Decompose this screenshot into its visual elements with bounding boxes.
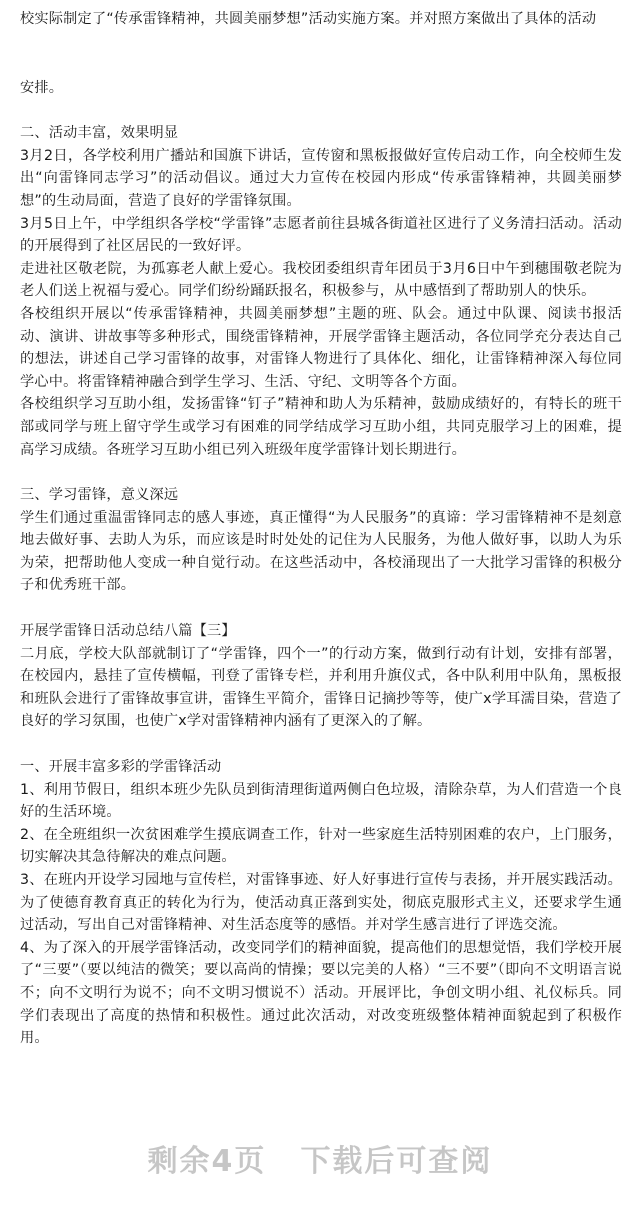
section-heading: 一、开展丰富多彩的学雷锋活动 bbox=[20, 759, 222, 776]
list-item: 2、在全班组织一次贫困难学生摸底调查工作，针对一些家庭生活特别困难的农户，上门服务，切实解决其急待解决的难点问题。 bbox=[20, 826, 622, 866]
paragraph: 二月底，学校大队部就制订了“学雷锋，四个一”的行动方案，做到行动有计划，安排有部署，在校园内，悬挂了宣传横幅，刊登了雷锋专栏，并利用升旗仪式，各中队利用中队角，黑板报和班队会进行了雷锋故事宣讲，雷锋生平简介，雷锋日记摘抄等等，使广x学耳濡目染，营造了良好的学习氛围，也使广x学对雷锋精神内涵有了更深入的了解。 bbox=[20, 645, 622, 730]
paragraph: 3月5日上午，中学组织各学校“学雷锋”志愿者前往县城各街道社区进行了义务清扫活动。活动的开展得到了社区居民的一致好评。 bbox=[20, 215, 622, 255]
list-item: 4、为了深入的开展学雷锋活动，改变同学们的精神面貌，提高他们的思想觉悟，我们学校开展了“三要”（要以纯洁的微笑；要以高尚的情操；要以完美的人格）“三不要”（即向不文明语言说不；向不文明行为说不；向不文明习惯说不）活动。开展评比，争创文明小组、礼仪标兵。同学们表现出了高度的热情和积极性。通过此次活动，对改变班级整体精神面貌起到了积极作用。 bbox=[20, 939, 622, 1047]
paragraph: 各校组织开展以“传承雷锋精神，共圆美丽梦想”主题的班、队会。通过中队课、阅读书报活动、演讲、讲故事等多种形式，围绕雷锋精神，开展学雷锋主题活动，各位同学充分表达自己的想法，讲述自己学习雷锋的故事，对雷锋人物进行了具体化、细化，让雷锋精神深入每位同学心中。将雷锋精神融合到学生学习、生活、守纪、文明等各个方面。 bbox=[20, 305, 622, 390]
list-item: 3、在班内开设学习园地与宣传栏，对雷锋事迹、好人好事进行宣传与表扬，并开展实践活动。为了使德育教育真正的转化为行为，使活动真正落到实处，彻底克服形式主义，还要求学生通过活动，写出自己对雷锋精神、对生活态度等的感悟。并对学生感言进行了评选交流。 bbox=[20, 872, 622, 934]
section-heading: 二、活动丰富，效果明显 bbox=[20, 125, 179, 142]
document-body bbox=[20, 0, 622, 1050]
list-item: 1、利用节假日，组织本班少先队员到街清理街道两侧白色垃圾，清除杂草，为人们营造一个良好的生活环境。 bbox=[20, 781, 622, 821]
download-hint-label: 下载后可查阅 bbox=[300, 1144, 493, 1179]
remaining-pages-label: 剩余4页 bbox=[147, 1144, 267, 1179]
paragraph: 3月2日，各学校利用广播站和国旗下讲话，宣传窗和黑板报做好宣传启动工作，向全校师生发出“向雷锋同志学习”的活动倡议。通过大力宣传在校园内形成“传承雷锋精神，共圆美丽梦想”的生动局面，营造了良好的学雷锋氛围。 bbox=[20, 147, 622, 209]
intro-tail: 安排。 bbox=[20, 79, 64, 96]
paragraph: 各校组织学习互助小组，发扬雷锋“钉子”精神和助人为乐精神，鼓励成绩好的，有特长的班干部或同学与班上留守学生或学习有困难的同学结成学习互助小组，共同克服学习上的困难，提高学习成绩。各班学习互助小组已列入班级年度学雷锋计划长期进行。 bbox=[20, 396, 622, 458]
paragraph: 走进社区敬老院，为孤寡老人献上爱心。我校团委组织青年团员于3月6日中午到穗围敬老院为老人们送上祝福与爱心。同学们纷纷踊跃报名，积极参与，从中感悟到了帮助别人的快乐。 bbox=[20, 260, 622, 300]
section-heading: 三、学习雷锋，意义深远 bbox=[20, 487, 179, 504]
paragraph: 学生们通过重温雷锋同志的感人事迹，真正懂得“为人民服务”的真谛：学习雷锋精神不是刻意地去做好事、去助人为乐，而应该是时时处处的记住为人民服务，为他人做好事，以助人为乐为荣，把帮助他人变成一种自觉行动。在这些活动中，各校涌现出了一大批学习雷锋的积极分子和优秀班干部。 bbox=[20, 509, 622, 594]
part-title: 开展学雷锋日活动总结八篇【三】 bbox=[20, 623, 236, 640]
download-banner[interactable] bbox=[0, 1136, 640, 1180]
intro-line: 校实际制定了“传承雷锋精神，共圆美丽梦想”活动实施方案。并对照方案做出了具体的活动 bbox=[20, 11, 597, 27]
